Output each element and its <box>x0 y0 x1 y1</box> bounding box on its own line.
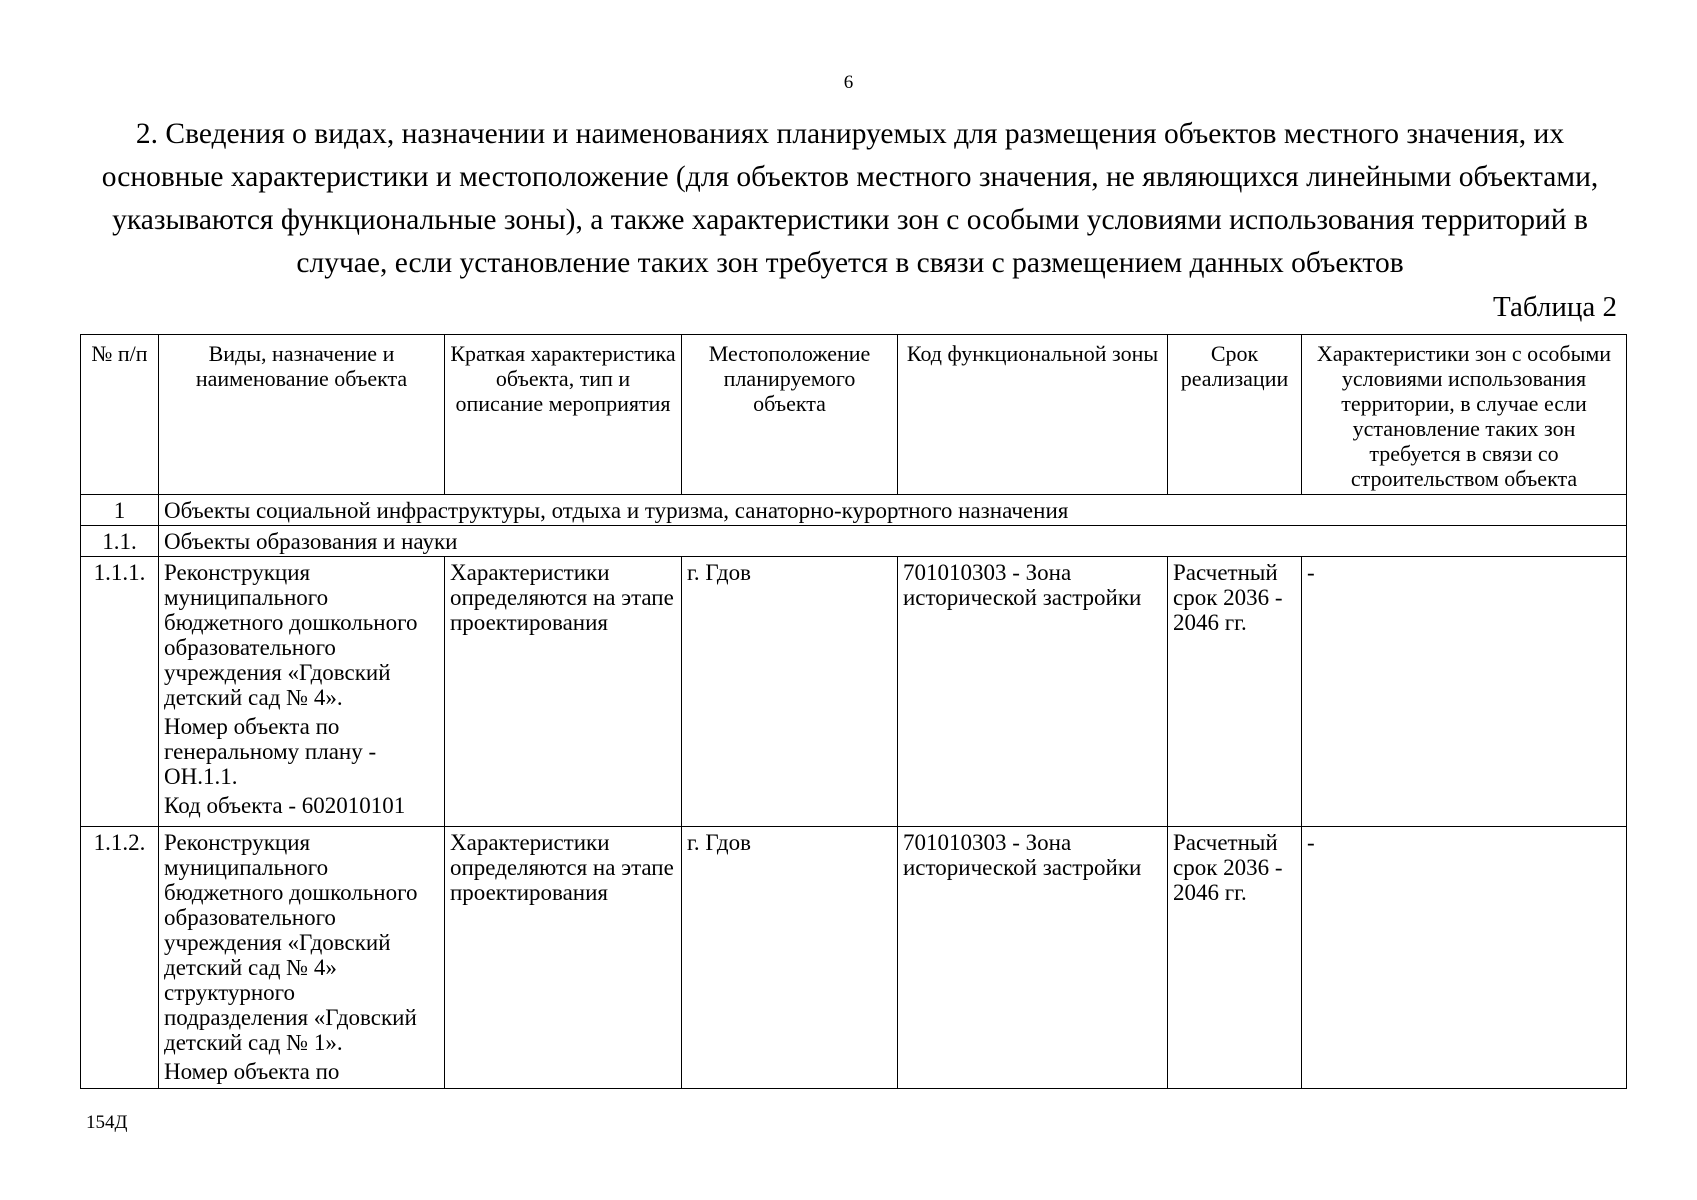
object-zone-code: 701010303 - Зона исторической застройки <box>898 827 1168 1089</box>
footer-code: 154Д <box>86 1112 128 1133</box>
object-special-zones: - <box>1302 557 1627 827</box>
object-term: Расчетный срок 2036 - 2046 гг. <box>1168 557 1302 827</box>
subsection-number: 1.1. <box>81 526 159 557</box>
object-plan-number: Номер объекта по <box>164 1059 340 1084</box>
header-zone-code: Код функциональной зоны <box>898 335 1168 495</box>
object-plan-number: Номер объекта по генеральному плану - ОН.1.1. <box>164 714 377 789</box>
header-object-name: Виды, назначение и наименование объекта <box>159 335 445 495</box>
table-label: Таблица 2 <box>1492 291 1617 323</box>
object-name: Реконструкция муниципального бюджетного дошкольного образовательного учреждения «Гдовский детский сад № 4». <box>164 560 418 710</box>
page-number: 6 <box>843 72 854 93</box>
subsection-title: Объекты образования и науки <box>159 526 1627 557</box>
objects-table <box>80 334 1627 1089</box>
header-characteristic: Краткая характеристика объекта, тип и описание мероприятия <box>445 335 682 495</box>
object-location: г. Гдов <box>682 557 898 827</box>
object-term: Расчетный срок 2036 - 2046 гг. <box>1168 827 1302 1089</box>
section-number: 1 <box>81 495 159 526</box>
header-term: Срок реализации <box>1168 335 1302 495</box>
header-location: Местоположение планируемого объекта <box>682 335 898 495</box>
row-number: 1.1.1. <box>81 557 159 827</box>
object-zone-code: 701010303 - Зона исторической застройки <box>898 557 1168 827</box>
object-location: г. Гдов <box>682 827 898 1089</box>
section-row-1 <box>81 495 1627 526</box>
table-header-row <box>81 335 1627 495</box>
header-special-zones: Характеристики зон с особыми условиями использования территории, в случае если установление таких зон требуется в связи со строительством объекта <box>1302 335 1627 495</box>
object-characteristic: Характеристики определяются на этапе проектирования <box>445 827 682 1089</box>
section-title: Объекты социальной инфраструктуры, отдыха и туризма, санаторно-курортного назначения <box>159 495 1627 526</box>
object-name-cell <box>159 557 445 827</box>
object-name: Реконструкция муниципального бюджетного дошкольного образовательного учреждения «Гдовский детский сад № 4» структурного подразделения «Гдовский детский сад № 1». <box>164 830 418 1055</box>
object-code: Код объекта - 602010101 <box>164 793 406 818</box>
table-row <box>81 557 1627 827</box>
header-number: № п/п <box>81 335 159 495</box>
section-row-1-1 <box>81 526 1627 557</box>
object-name-cell <box>159 827 445 1089</box>
object-characteristic: Характеристики определяются на этапе проектирования <box>445 557 682 827</box>
object-special-zones: - <box>1302 827 1627 1089</box>
row-number: 1.1.2. <box>81 827 159 1089</box>
document-title: 2. Сведения о видах, назначении и наименованиях планируемых для размещения объектов местного значения, их основные характеристики и местоположение (для объектов местного значения, не являющихся линейными объектами, указываются функциональные зоны), а также характеристики зон с особыми условиями использования территорий в случае, если установление таких зон требуется в связи с размещением данных объектов <box>101 118 1599 279</box>
table-row <box>81 827 1627 1089</box>
